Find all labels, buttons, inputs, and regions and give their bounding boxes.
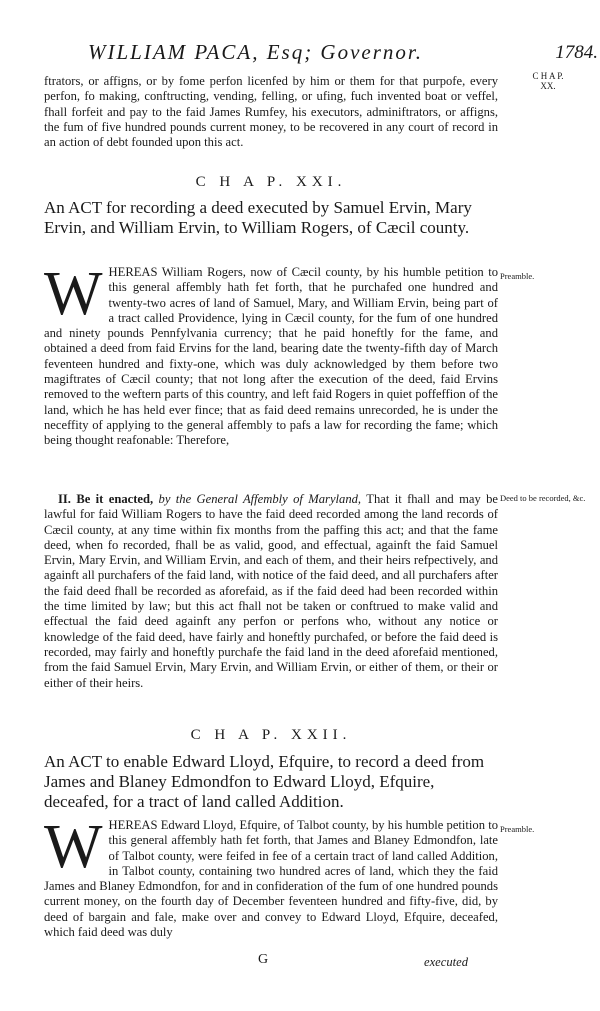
catchword: executed [424,955,469,969]
chap-22-dropcap: W [44,813,103,881]
margin-deed-recorded: Deed to be recorded, &c. [500,493,586,503]
chap-21-heading: C H A P. XXI. [195,174,347,190]
chap-22-preamble [44,813,498,940]
margin-preamble-22: Preamble. [500,824,535,834]
chap-21-enacting-clause [44,492,498,691]
enact-body: That it fhall and may be lawful for faid William Rogers to have the faid deed recorded among the land records of Cæcil county, at any time within fix months from the paffing this act; and that the fame deed, when fo recorded, fhall be as valid, good, and effectual, againft the faid Samuel Ervin, Mary Ervin, and William Ervin, and each of them, and their heirs refpectively, and againft all purchafers of the faid land, with notice of the faid deed, and all purchafers after the faid deed fhall be recorded as aforefaid, as if the faid deed had been recorded within the time limited by law; but this act fhall not be taken or conftrued to make valid and effectual the faid deed againft any perfon or perfons who, without any notice or knowledge of the faid deed, have fairly and honeftly purchafed, or before the faid deed is recorded, may fairly and honeftly purchafe the faid land in the deed aforefaid mentioned, from the faid Samuel Ervin, Mary Ervin, and William Ervin, or either of them, or their or either of their heirs. [44,492,499,690]
chap-22-title: An ACT to enable Edward Lloyd, Efquire, to record a deed from James and Blaney Edmondfon to Edward Lloyd, Efquire, deceafed, for a tract of land called Addition. [44,752,485,811]
carryover-paragraph [44,74,498,150]
margin-chap-number: XX. [540,80,556,91]
enact-italic: by the General Affembly of Maryland, [158,492,362,506]
enact-prefix: II. Be it enacted, [58,492,154,506]
page-year: 1784. [555,42,598,63]
chap-22-preamble-text: HEREAS Edward Lloyd, Efquire, of Talbot county, by his humble petition to this general affembly hath fet forth, that James and Blaney Edmondfon, late of Talbot county, were feifed in fee of a certain tract of land called Addition, in Talbot county, containing two hundred acres of land, which they the faid James and Blaney Edmondfon, for and in confideration of the fum of one hundred pounds current money, on the fourth day of December feventeen hundred and fifty-five, did, by deed of bargain and fale, make over and convey to Edward Lloyd, Efquire, deceafed, which faid deed was duly [44,818,498,940]
carryover-text: ftrators, or affigns, or by fome perfon licenfed by him or them for that purpofe, every perfon, fo making, conftructing, vending, felling, or ufing, fuch invented boat or veffel, fhall forfeit and pay to the faid James Rumfey, his executors, adminiftrators, or affigns, the fum of five hundred pounds current money, to be recovered in any court of record in an action of debt founded upon this act. [44,74,498,150]
chap-22-heading: C H A P. XXII. [190,727,352,743]
margin-preamble-21: Preamble. [500,271,535,281]
chap-21-preamble-text: HEREAS William Rogers, now of Cæcil county, by his humble petition to this general affembly hath fet forth, that he purchafed one hundred and twenty-two acres of land of Samuel, Mary, and William Ervin, being part of a tract called Providence, lying in Cæcil county, for the fum of one hundred and ninety pounds Pennfylvania currency; that he paid honeftly for the fame, and obtained a deed from faid Ervins for the land, bearing date the twenty-fifth day of March feventeen hundred and fixty-one, which was duly acknowledged by them before two magiftrates of Cæcil county; that not long after the execution of the deed, faid Ervins removed to the weftern parts of this country, and left faid Rogers in quiet poffeffion of the land, which he has held ever fince; that as faid deed remains unrecorded, he is under the neceffity of applying to the general affembly to pafs a law for recording the fame; which being thought reafonable: Therefore, [44,265,498,448]
running-title: WILLIAM PACA, Esq; Governor. [88,40,424,64]
signature-mark: G [258,952,269,967]
chap-21-title: An ACT for recording a deed executed by Samuel Ervin, Mary Ervin, and William Ervin, to William Rogers, of Cæcil county. [44,198,472,237]
chap-21-preamble [44,260,498,449]
running-header [88,40,598,70]
margin-chap-label: C H A P. [532,71,564,81]
chap-21-dropcap: W [44,260,103,328]
margin-chap-note [500,72,596,91]
